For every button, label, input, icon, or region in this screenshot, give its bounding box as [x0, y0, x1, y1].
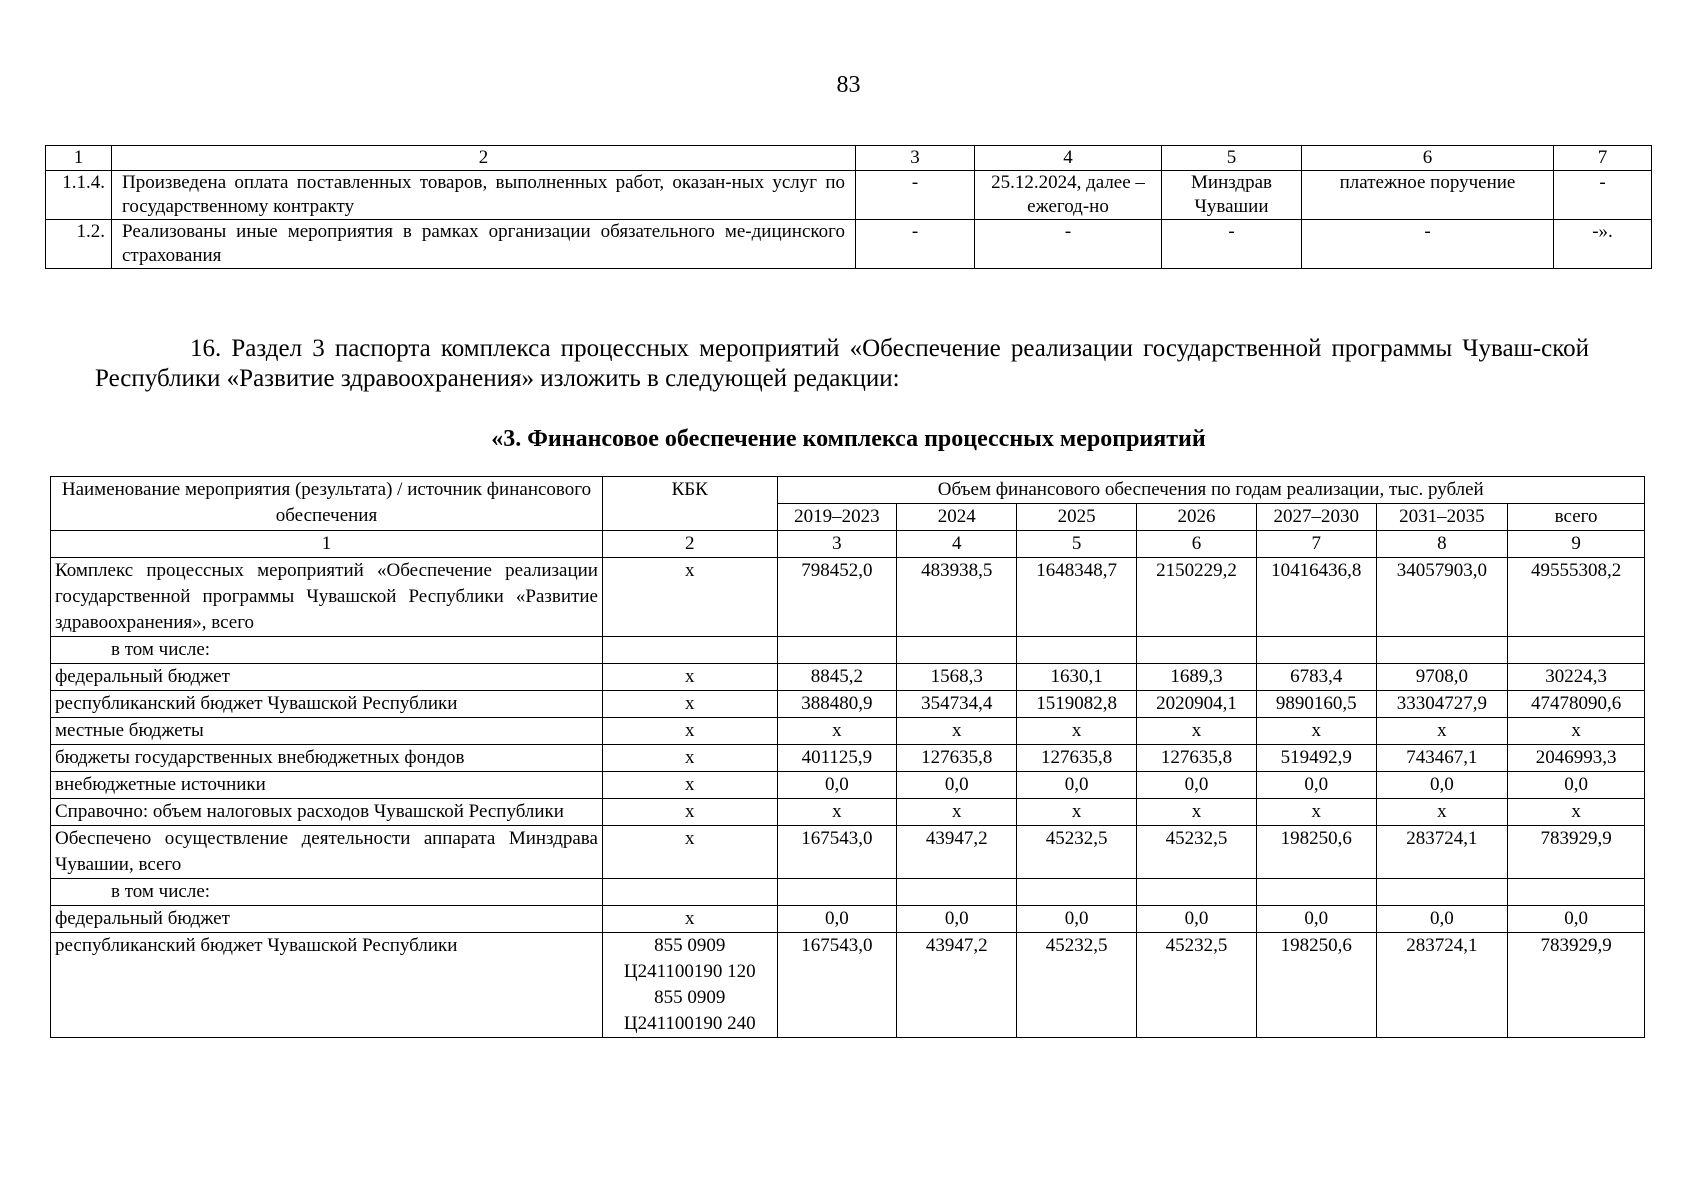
value-cell: х: [1256, 799, 1376, 826]
value-cell: 0,0: [1508, 772, 1645, 799]
row-name: в том числе:: [51, 637, 603, 664]
value-cell: 6783,4: [1256, 664, 1376, 691]
column-number: 5: [1017, 531, 1137, 558]
value-cell: х: [897, 799, 1017, 826]
page-number: 83: [836, 72, 861, 98]
year-cell: 2019–2023: [777, 504, 897, 531]
column-number: 4: [897, 531, 1017, 558]
kbk-cell: 855 0909 Ц241100190 120 855 0909 Ц241100190 240: [602, 933, 777, 1038]
value-cell: 783929,9: [1508, 826, 1645, 879]
column-number: 7: [1256, 531, 1376, 558]
value-cell: 127635,8: [897, 745, 1017, 772]
value-cell: [897, 879, 1017, 906]
year-cell: 2027–2030: [1256, 504, 1376, 531]
value-cell: 34057903,0: [1376, 558, 1507, 637]
row-name: федеральный бюджет: [51, 906, 603, 933]
value-cell: 45232,5: [1137, 826, 1257, 879]
row-name: в том числе:: [51, 879, 603, 906]
header-cell: 5: [1162, 146, 1302, 171]
table-header-row: [46, 146, 1652, 171]
column-number: 1: [51, 531, 603, 558]
kbk-cell: х: [602, 906, 777, 933]
kbk-cell: х: [602, 664, 777, 691]
value-cell: [1256, 637, 1376, 664]
value-cell: [1376, 879, 1507, 906]
value-cell: 0,0: [777, 772, 897, 799]
value-cell: 167543,0: [777, 933, 897, 1038]
year-cell: всего: [1508, 504, 1645, 531]
value-cell: 0,0: [1376, 906, 1507, 933]
amendment-paragraph: 16. Раздел 3 паспорта комплекса процессных мероприятий «Обеспечение реализации государственной программы Чуваш-ской Республики «Развитие здравоохранения» изложить в следующей редакции:: [95, 335, 1589, 392]
table-row: [51, 745, 1645, 772]
value-cell: 0,0: [1508, 906, 1645, 933]
value-cell: 0,0: [777, 906, 897, 933]
value-cell: [1017, 879, 1137, 906]
header-kbk: КБК: [602, 477, 777, 531]
year-cell: 2025: [1017, 504, 1137, 531]
table-row: [51, 637, 1645, 664]
table-row: [51, 691, 1645, 718]
table-row: [51, 558, 1645, 637]
value-cell: 43947,2: [897, 933, 1017, 1038]
table-row: [46, 171, 1652, 220]
section-title: «3. Финансовое обеспечение комплекса процессных мероприятий: [491, 426, 1206, 452]
value-cell: х: [897, 718, 1017, 745]
kbk-cell: х: [602, 799, 777, 826]
value-cell: 2020904,1: [1137, 691, 1257, 718]
row-description: Реализованы иные мероприятия в рамках организации обязательного ме-дицинского страхования: [112, 220, 856, 269]
value-cell: 47478090,6: [1508, 691, 1645, 718]
kbk-cell: х: [602, 772, 777, 799]
value-cell: 0,0: [1017, 772, 1137, 799]
value-cell: х: [1017, 718, 1137, 745]
value-cell: 0,0: [1256, 906, 1376, 933]
table-cell: -: [975, 220, 1162, 269]
kbk-cell: [602, 879, 777, 906]
value-cell: 198250,6: [1256, 826, 1376, 879]
value-cell: [1137, 637, 1257, 664]
kbk-cell: х: [602, 718, 777, 745]
table-row: [51, 799, 1645, 826]
year-cell: 2024: [897, 504, 1017, 531]
header-cell: 7: [1554, 146, 1652, 171]
kbk-cell: [602, 637, 777, 664]
header-cell: 3: [856, 146, 975, 171]
header-cell: 6: [1302, 146, 1554, 171]
value-cell: х: [1137, 718, 1257, 745]
value-cell: 483938,5: [897, 558, 1017, 637]
value-cell: 45232,5: [1017, 933, 1137, 1038]
header-name: Наименование мероприятия (результата) / источник финансового обеспечения: [51, 477, 603, 531]
column-number: 2: [602, 531, 777, 558]
header-cell: 1: [46, 146, 112, 171]
table-row: [51, 906, 1645, 933]
value-cell: х: [1508, 799, 1645, 826]
table-cell: -».: [1554, 220, 1652, 269]
value-cell: [777, 637, 897, 664]
value-cell: 9890160,5: [1256, 691, 1376, 718]
table-row: [51, 879, 1645, 906]
value-cell: [1508, 637, 1645, 664]
value-cell: 45232,5: [1017, 826, 1137, 879]
value-cell: 283724,1: [1376, 826, 1507, 879]
value-cell: 354734,4: [897, 691, 1017, 718]
value-cell: х: [777, 718, 897, 745]
value-cell: 43947,2: [897, 826, 1017, 879]
table-cell: -: [856, 171, 975, 220]
year-cell: 2026: [1137, 504, 1257, 531]
column-number: 3: [777, 531, 897, 558]
value-cell: [1256, 879, 1376, 906]
value-cell: 9708,0: [1376, 664, 1507, 691]
value-cell: х: [777, 799, 897, 826]
column-number: 8: [1376, 531, 1507, 558]
value-cell: 33304727,9: [1376, 691, 1507, 718]
value-cell: 1519082,8: [1017, 691, 1137, 718]
value-cell: 1630,1: [1017, 664, 1137, 691]
value-cell: 167543,0: [777, 826, 897, 879]
value-cell: 783929,9: [1508, 933, 1645, 1038]
header-volume: Объем финансового обеспечения по годам реализации, тыс. рублей: [777, 477, 1645, 504]
value-cell: 0,0: [1256, 772, 1376, 799]
value-cell: 30224,3: [1508, 664, 1645, 691]
value-cell: 8845,2: [777, 664, 897, 691]
value-cell: 1689,3: [1137, 664, 1257, 691]
table-row: [51, 933, 1645, 1038]
value-cell: 0,0: [1137, 772, 1257, 799]
value-cell: х: [1508, 718, 1645, 745]
table-row: [51, 718, 1645, 745]
value-cell: х: [1256, 718, 1376, 745]
header-cell: 2: [112, 146, 856, 171]
kbk-cell: х: [602, 826, 777, 879]
value-cell: 0,0: [1137, 906, 1257, 933]
table-row: [51, 664, 1645, 691]
value-cell: 0,0: [897, 906, 1017, 933]
table-cell: -: [1302, 220, 1554, 269]
year-cell: 2031–2035: [1376, 504, 1507, 531]
row-name: бюджеты государственных внебюджетных фондов: [51, 745, 603, 772]
value-cell: 283724,1: [1376, 933, 1507, 1038]
value-cell: 0,0: [1376, 772, 1507, 799]
value-cell: 198250,6: [1256, 933, 1376, 1038]
row-name: Комплекс процессных мероприятий «Обеспечение реализации государственной программы Чувашской Республики «Развитие здравоохранения», всего: [51, 558, 603, 637]
value-cell: [1376, 637, 1507, 664]
value-cell: 0,0: [897, 772, 1017, 799]
value-cell: 45232,5: [1137, 933, 1257, 1038]
row-name: внебюджетные источники: [51, 772, 603, 799]
row-name: местные бюджеты: [51, 718, 603, 745]
table-cell: 25.12.2024, далее – ежегод-но: [975, 171, 1162, 220]
row-number: 1.1.4.: [46, 171, 112, 220]
table-header-row: [51, 477, 1645, 504]
row-description: Произведена оплата поставленных товаров, выполненных работ, оказан-ных услуг по государственному контракту: [112, 171, 856, 220]
row-name: республиканский бюджет Чувашской Республики: [51, 691, 603, 718]
value-cell: 1648348,7: [1017, 558, 1137, 637]
value-cell: [1508, 879, 1645, 906]
value-cell: х: [1376, 718, 1507, 745]
value-cell: 127635,8: [1017, 745, 1137, 772]
value-cell: 388480,9: [777, 691, 897, 718]
value-cell: [777, 879, 897, 906]
value-cell: 743467,1: [1376, 745, 1507, 772]
value-cell: 127635,8: [1137, 745, 1257, 772]
value-cell: 49555308,2: [1508, 558, 1645, 637]
kbk-cell: х: [602, 745, 777, 772]
table-cell: -: [1162, 220, 1302, 269]
value-cell: 798452,0: [777, 558, 897, 637]
column-number: 6: [1137, 531, 1257, 558]
value-cell: [1017, 637, 1137, 664]
row-name: федеральный бюджет: [51, 664, 603, 691]
kbk-cell: х: [602, 691, 777, 718]
value-cell: 2046993,3: [1508, 745, 1645, 772]
column-number-row: [51, 531, 1645, 558]
financing-table: [50, 476, 1645, 1038]
row-number: 1.2.: [46, 220, 112, 269]
value-cell: 1568,3: [897, 664, 1017, 691]
measures-table: [45, 145, 1652, 269]
table-row: [51, 772, 1645, 799]
value-cell: [1137, 879, 1257, 906]
value-cell: 519492,9: [1256, 745, 1376, 772]
value-cell: 401125,9: [777, 745, 897, 772]
value-cell: 0,0: [1017, 906, 1137, 933]
table-row: [51, 826, 1645, 879]
value-cell: 2150229,2: [1137, 558, 1257, 637]
value-cell: х: [1137, 799, 1257, 826]
value-cell: [897, 637, 1017, 664]
table-cell: платежное поручение: [1302, 171, 1554, 220]
header-cell: 4: [975, 146, 1162, 171]
row-name: Обеспечено осуществление деятельности аппарата Минздрава Чувашии, всего: [51, 826, 603, 879]
value-cell: х: [1376, 799, 1507, 826]
value-cell: х: [1017, 799, 1137, 826]
table-cell: -: [1554, 171, 1652, 220]
table-cell: Минздрав Чувашии: [1162, 171, 1302, 220]
table-row: [46, 220, 1652, 269]
table-cell: -: [856, 220, 975, 269]
column-number: 9: [1508, 531, 1645, 558]
value-cell: 10416436,8: [1256, 558, 1376, 637]
row-name: республиканский бюджет Чувашской Республики: [51, 933, 603, 1038]
kbk-cell: х: [602, 558, 777, 637]
row-name: Справочно: объем налоговых расходов Чувашской Республики: [51, 799, 603, 826]
